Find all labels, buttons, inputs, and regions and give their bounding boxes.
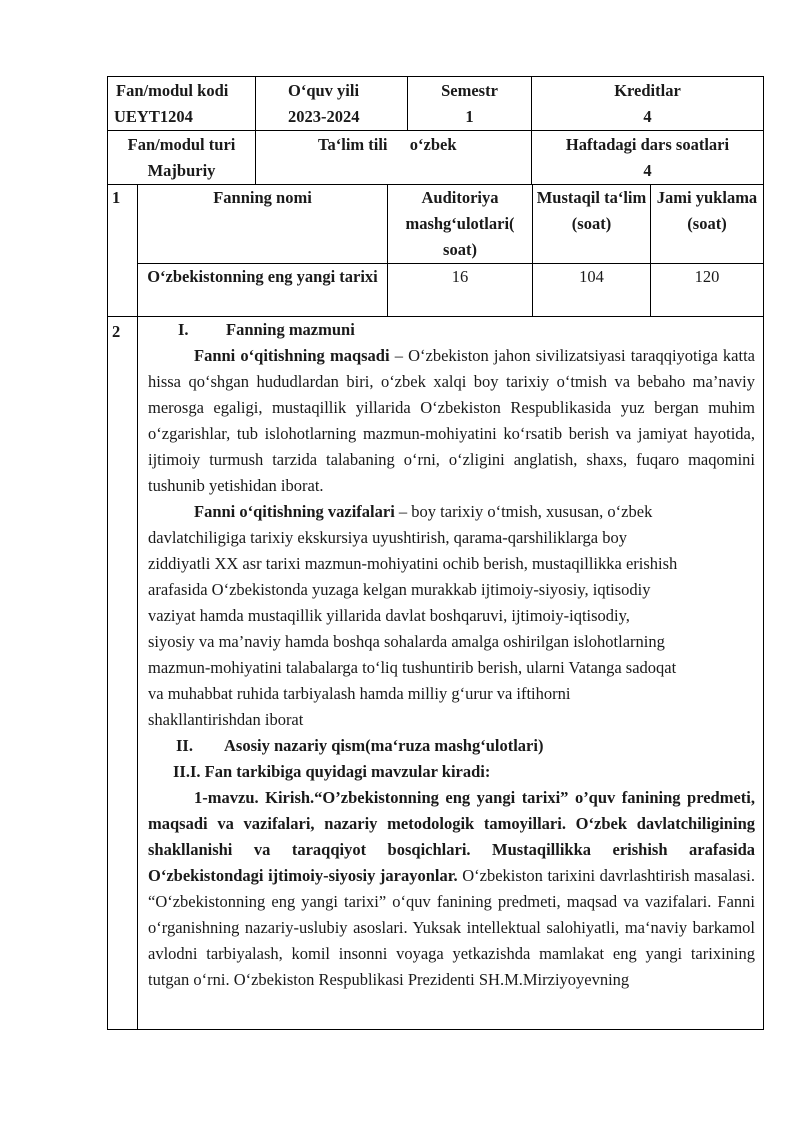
weekly-hours-cell xyxy=(532,131,764,185)
topic1-title: 1-mavzu. Kirish.“O’zbekistonning eng yangi tarixi” o’quv fanining predmeti, maqsadi va vazifalari, nazariy metodologik tamoyillari. O‘zbek davlatchiligining shakllanishi va taraqqiyot bosqichlari. Mustaqillikka erishish arafasida O‘zbekistondagi ijtimoiy-siyosiy jarayonlar. xyxy=(148,788,755,885)
module-type-cell xyxy=(108,131,256,185)
topic1-text: O‘zbekiston tarixini davrlashtirish masalasi. “O‘zbekistonning eng yangi tarixi” o‘quv fanining predmeti, maqsad va vazifalari. Fanni o‘rganishning nazariy-uslubiy asoslari. Yuksak intellektual salohiyatli, ma‘naviy barkamol avlodni tarbiyalash, komil insonni voyaga yetkazishda mamlakat eng yangi tarixining tutgan o‘rni. O‘zbekiston Respublikasi Prezidenti SH.M.Mirziyoyevning xyxy=(148,866,755,989)
goal-lead: Fanni o‘qitishning maqsadi xyxy=(194,346,390,365)
academic-year-cell xyxy=(256,77,408,131)
weekly-hours-value: 4 xyxy=(643,161,652,180)
course-content-cell xyxy=(138,317,764,1030)
course-name-header: Fanning nomi xyxy=(138,185,388,264)
semester-label: Semestr xyxy=(441,81,498,100)
content-row xyxy=(108,317,764,1030)
part2-number: II. xyxy=(176,736,193,755)
tasks-line-6: siyosiy va ma’naviy hamda boshqa sohalarda amalga oshirilgan islohotlarning xyxy=(148,632,665,651)
module-info-row-2 xyxy=(108,131,764,185)
document-page xyxy=(107,76,763,1030)
course-table xyxy=(107,184,764,1030)
total-load-value: 120 xyxy=(651,264,764,317)
total-load-header: Jami yuklama (soat) xyxy=(651,185,764,264)
module-type-label: Fan/modul turi xyxy=(127,135,236,154)
language-label: Ta‘lim tili xyxy=(318,135,388,154)
independent-study-header: Mustaqil ta‘lim (soat) xyxy=(533,185,651,264)
tasks-line-2: davlatchiligiga tarixiy ekskursiya uyushtirish, qarama-qarshiliklarga boy xyxy=(148,528,627,547)
part2-subheading: II.I. Fan tarkibiga quyidagi mavzular kiradi: xyxy=(173,762,491,781)
tasks-line-9: shakllantirishdan iborat xyxy=(148,710,304,729)
credits-label: Kreditlar xyxy=(614,81,681,100)
independent-study-value: 104 xyxy=(533,264,651,317)
language-value: o‘zbek xyxy=(409,135,457,154)
tasks-line-5: vaziyat hamda mustaqillik yillarida davlat boshqaruvi, ijtimoiy-iqtisodiy, xyxy=(148,606,630,625)
tasks-line-1: – boy tarixiy o‘tmish, xususan, o‘zbek xyxy=(394,502,653,521)
goal-text: – O‘zbekiston jahon sivilizatsiyasi taraqqiyotiga katta hissa qo‘shgan hududlardan biri, o‘zbek xalqi boy tarixiy o‘tmish va bebaho ma’naviy merosga egaligi, mustaqillik yillarida O‘zbekiston Respublikasida yuz bergan muhim o‘zgarishlar, tub islohotlarning mazmun-mohiyatini ko‘rsatib berish va jamiyat hayotida, ijtimoiy turmush tarzida talabaning o‘rni, o‘zligini anglatish, shaxs, fuqaro maqomini tushunib yetishidan iborat. xyxy=(148,346,755,495)
credits-cell xyxy=(532,77,764,131)
tasks-line-8: va muhabbat ruhida tarbiyalash hamda milliy g‘urur va iftihorni xyxy=(148,684,571,703)
module-code-label: Fan/modul kodi xyxy=(116,81,229,100)
auditorium-hours-header: Auditoriya mashg‘ulotlari( soat) xyxy=(388,185,533,264)
academic-year-label: O‘quv yili xyxy=(288,81,360,100)
semester-cell xyxy=(408,77,532,131)
section-heading xyxy=(148,317,755,343)
module-code-cell xyxy=(108,77,256,131)
module-type-value: Majburiy xyxy=(147,161,216,180)
module-code-value: UEYT1204 xyxy=(114,107,193,126)
tasks-line-7: mazmun-mohiyatini talabalarga to‘liq tushuntirib berish, ularni Vatanga sadoqat xyxy=(148,658,677,677)
part2-text: Asosiy nazariy qism(ma‘ruza mashg‘ulotlari) xyxy=(224,736,544,755)
row-number-1: 1 xyxy=(108,185,138,317)
tasks-line-3: ziddiyatli XX asr tarixi mazmun-mohiyatini ochib berish, mustaqillikka erishish xyxy=(148,554,678,573)
course-header-row xyxy=(108,185,764,264)
weekly-hours-label: Haftadagi dars soatlari xyxy=(565,135,730,154)
section-heading-text: Fanning mazmuni xyxy=(226,320,355,339)
module-info-row-1 xyxy=(108,77,764,131)
tasks-lead: Fanni o‘qitishning vazifalari xyxy=(194,502,395,521)
auditorium-hours-value: 16 xyxy=(388,264,533,317)
language-cell xyxy=(256,131,532,185)
tasks-line-4: arafasida O‘zbekistonda yuzaga kelgan murakkab ijtimoiy-siyosiy, iqtisodiy xyxy=(148,580,651,599)
semester-value: 1 xyxy=(465,107,474,126)
module-info-table xyxy=(107,76,764,185)
goal-paragraph xyxy=(148,343,755,499)
course-name: O‘zbekistonning eng yangi tarixi xyxy=(138,264,388,317)
part2-heading xyxy=(148,733,755,759)
credits-value: 4 xyxy=(643,107,652,126)
section-heading-number: I. xyxy=(178,320,189,339)
row-number-2: 2 xyxy=(108,317,138,1030)
academic-year-value: 2023-2024 xyxy=(288,107,360,126)
topic1-paragraph xyxy=(148,785,755,993)
tasks-paragraph xyxy=(148,499,755,733)
course-data-row xyxy=(108,264,764,317)
